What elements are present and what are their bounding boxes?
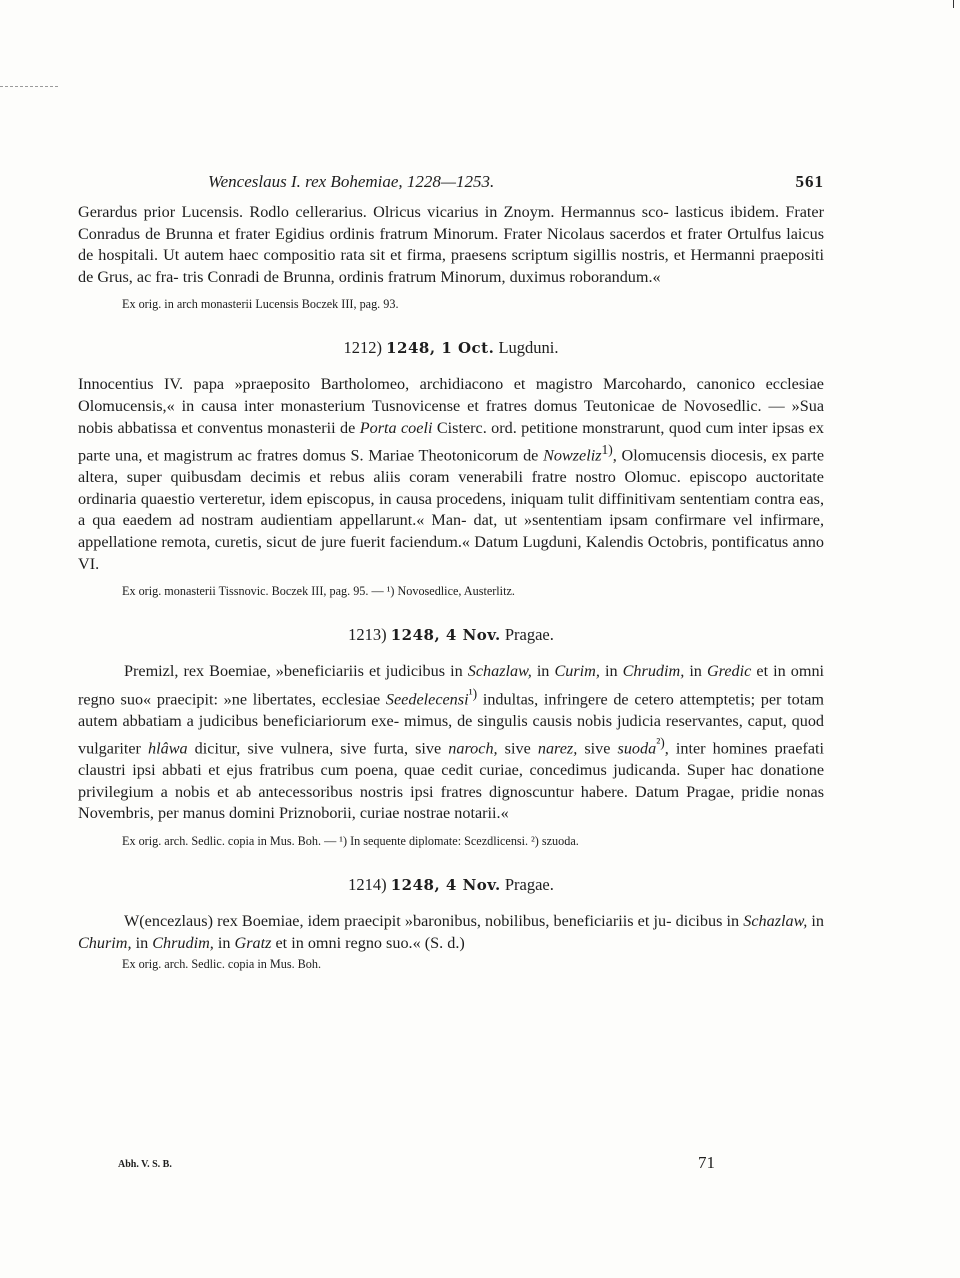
entry-date: 1248, 4 Nov. bbox=[390, 876, 501, 895]
page-header bbox=[78, 172, 824, 202]
line: lasticus ibidem. Frater Conradus de Brunna et frater Egidius ordinis fratrum Minorum. bbox=[78, 203, 825, 243]
line: Innocentius IV. papa »praeposito Bartholomeo, archidiacono et magistro Marcohardo, bbox=[78, 375, 687, 394]
sheet-signature: Abh. V. S. B. bbox=[118, 1159, 172, 1170]
italic-place: Chrudim, bbox=[622, 662, 685, 681]
entry-1211-text bbox=[78, 202, 824, 288]
line: Premizl, rex Boemiae, »beneficiariis et judicibus in bbox=[124, 662, 468, 681]
line: dicibus in bbox=[675, 912, 744, 931]
line: in bbox=[213, 933, 235, 952]
line: infringere de cetero attemptetis; per totam autem abbatiam a judicibus beneficiariorum exe- bbox=[78, 690, 824, 730]
line: ipsi abbati et ejus fratribus cum poena, quae cedit curiae, concedimus judicanda. Super bbox=[132, 761, 725, 780]
line: in bbox=[536, 662, 555, 681]
running-title: Wenceslaus I. rex Bohemiae, 1228—1253. bbox=[208, 172, 495, 191]
line: auctoritate ordinaria quaestio verteretur, idem episcopus, in causa procedens, iniquam tulit bbox=[78, 468, 824, 508]
italic-place: Porta coeli bbox=[359, 418, 433, 437]
line: sive bbox=[497, 739, 538, 758]
entry-number: 1214) bbox=[348, 875, 387, 895]
entry-place: Pragae. bbox=[504, 875, 554, 895]
entry-1212-heading bbox=[78, 338, 824, 358]
entry-place: Lugduni. bbox=[498, 338, 559, 358]
entry-1212-text bbox=[78, 374, 824, 575]
entry-1212-source: Ex orig. monasterii Tissnovic. Boczek III, pag. 95. — ¹) Novosedlice, Austerlitz. bbox=[122, 584, 515, 599]
line: hac donatione privilegium a nobis et ab antecessoribus nostris ipsi fratres dignoscuntur bbox=[78, 761, 825, 801]
page-footer bbox=[118, 1153, 718, 1177]
entry-number: 1212) bbox=[343, 338, 382, 358]
entry-date: 1248, 4 Nov. bbox=[390, 626, 501, 645]
line: , Olomucensis diocesis, ex parte altera, bbox=[78, 446, 825, 487]
line: et in omni regno suo.« (S. d.) bbox=[271, 933, 465, 952]
line: dat, ut »sententiam ipsam confirmare vel infirmare, appellatione remota, curetis, sicut de bbox=[78, 511, 824, 551]
line: diffinitivam sententiam contra eas, a qua eaedem ad nostram audientiam appellarunt.« Man- bbox=[78, 489, 824, 530]
italic-term: hlâwa bbox=[148, 739, 188, 758]
entry-1214-heading bbox=[78, 875, 824, 895]
line: jure fuerit faciendum.« Datum Lugduni, Kalendis Octobris, pontificatus anno VI. bbox=[78, 532, 824, 573]
line: fratres domus S. Mariae Theotonicorum de bbox=[256, 446, 544, 465]
entry-place: Pragae. bbox=[504, 625, 554, 645]
entry-1214-source: Ex orig. arch. Sedlic. copia in Mus. Boh. bbox=[122, 957, 322, 972]
line: canonico ecclesiae Olomucensis,« in causa inter monasterium Tusnovicense et fratres domus bbox=[78, 375, 824, 415]
entry-date: 1248, 1 Oct. bbox=[386, 339, 495, 358]
footnote-mark: ²) bbox=[656, 735, 665, 751]
line: sive vulnera, sive furta, sive bbox=[247, 739, 449, 758]
entry-1213-heading bbox=[78, 625, 824, 645]
italic-term: naroch, bbox=[448, 739, 498, 758]
sheet-number: 71 bbox=[698, 1153, 715, 1172]
line: in bbox=[689, 662, 707, 681]
page-number: 561 bbox=[795, 172, 824, 191]
line: Cisterc. ord. petitione monstrarunt, quod cum inter ipsas ex parte una, et magistrum ac bbox=[78, 418, 825, 465]
corner-scan-mark bbox=[953, 0, 954, 8]
italic-place: Seedelecensi bbox=[385, 690, 469, 709]
entry-1214-text bbox=[78, 911, 824, 954]
line: tris Conradi de Brunna, ordinis fratrum Minorum, duximus roborandum.« bbox=[182, 267, 661, 286]
line: habere. Datum Pragae, pridie nonas Novembris, per manus domini Priznoborii, curiae bbox=[78, 782, 825, 823]
italic-place: Gratz bbox=[234, 933, 272, 952]
line: in bbox=[604, 662, 623, 681]
line: et in omni regno suo« praecipit: »ne libertates, ecclesiae bbox=[78, 662, 825, 709]
entry-number: 1213) bbox=[348, 625, 387, 645]
italic-place: Gredic bbox=[706, 662, 752, 681]
line: Frater Nicolaus sacerdos et frater Ortulfus laicus de hospitali. Ut autem haec compositio bbox=[78, 224, 825, 265]
line: indultas, bbox=[477, 690, 539, 709]
footnote-mark: 1) bbox=[601, 442, 613, 458]
entry-1211-source: Ex orig. in arch monasterii Lucensis Boczek III, pag. 93. bbox=[122, 297, 399, 312]
footnote-mark: ¹) bbox=[468, 685, 478, 701]
italic-place: Chrudim, bbox=[152, 933, 214, 952]
italic-term: narez, bbox=[537, 739, 578, 758]
margin-scan-mark bbox=[0, 86, 58, 88]
line: super quibusdam decimis et rebus aliis coram venerabili fratre nostro Olomuc. episcopo bbox=[126, 468, 747, 487]
italic-place: Schazlaw, bbox=[743, 912, 808, 931]
line: dicitur, bbox=[187, 739, 241, 758]
italic-term: suoda bbox=[617, 739, 657, 758]
entry-1213-text bbox=[78, 661, 824, 825]
line: , inter homines praefati claustri bbox=[78, 739, 824, 780]
line: in bbox=[131, 933, 153, 952]
italic-place: Curim, bbox=[554, 662, 600, 681]
italic-place: Churim, bbox=[78, 933, 132, 952]
line: W(encezlaus) rex Boemiae, idem praecipit »baronibus, nobilibus, beneficiariis et ju- bbox=[124, 912, 672, 931]
italic-place: Schazlaw, bbox=[467, 662, 532, 681]
line: in bbox=[807, 912, 825, 931]
entry-1213-source: Ex orig. arch. Sedlic. copia in Mus. Boh. — ¹) In sequente diplomate: Scezdlicensi. ²) szuoda. bbox=[122, 834, 579, 849]
italic-place: Nowzeliz bbox=[543, 446, 602, 465]
line: rata sit et firma, praesens scriptum sigillis nostris, et Hermanni praepositi de Grus, ac fra- bbox=[78, 246, 824, 286]
line: nostrae notarii.« bbox=[403, 804, 509, 823]
line: mimus, de singulis causis nobis judicia reservantes, caput, quod vulgariter bbox=[78, 711, 825, 758]
line: sive bbox=[577, 739, 618, 758]
line: Teutonicae de Novosedlic. — »Sua nobis abbatissa et conventus monasterii de bbox=[78, 396, 825, 437]
line: Gerardus prior Lucensis. Rodlo cellerarius. Olricus vicarius in Znoym. Hermannus sco- bbox=[78, 203, 669, 221]
page-body bbox=[78, 172, 824, 972]
